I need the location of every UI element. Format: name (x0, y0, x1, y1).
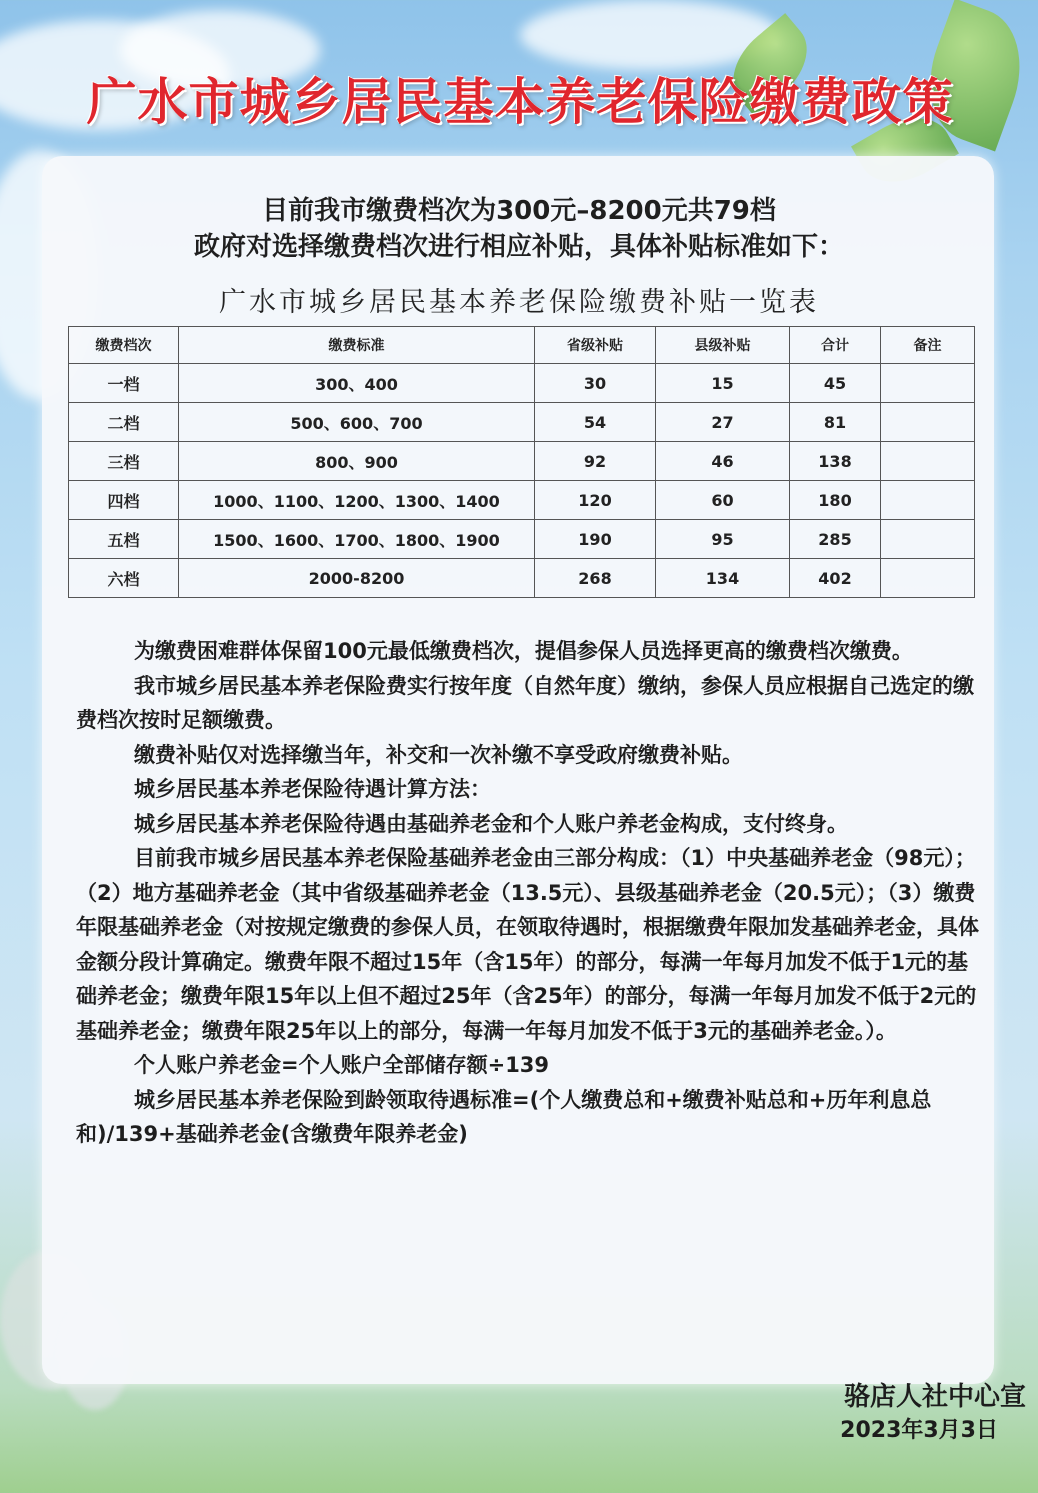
issue-date: 2023年3月3日 (840, 1418, 998, 1443)
cell-provincial: 268 (535, 559, 656, 598)
header-standard: 缴费标准 (179, 327, 535, 364)
cell-tier: 二档 (69, 403, 179, 442)
cell-total: 285 (790, 520, 881, 559)
cell-provincial: 30 (535, 364, 656, 403)
cell-provincial: 120 (535, 481, 656, 520)
issuer-name: 骆店人社中心宣 (843, 1382, 1026, 1412)
table-row (69, 520, 975, 559)
cell-total: 81 (790, 403, 881, 442)
paragraph-benefit-formula: 城乡居民基本养老保险到龄领取待遇标准=(个人缴费总和+缴费补贴总和+历年利息总和)/139+基础养老金(含缴费年限养老金) (76, 1087, 932, 1146)
cell-tier: 一档 (69, 364, 179, 403)
cell-tier: 六档 (69, 559, 179, 598)
paragraph-benefit-composition: 城乡居民基本养老保险待遇由基础养老金和个人账户养老金构成，支付终身。 (134, 811, 848, 836)
cell-county: 46 (656, 442, 790, 481)
paragraph-basic-pension: 目前我市城乡居民基本养老保险基础养老金由三部分构成：（1）中央基础养老金（98元）；（2）地方基础养老金（其中省级基础养老金（13.5元）、县级基础养老金（20.5元）；（3）缴费年限基础养老金（对按规定缴费的参保人员，在领取待遇时，根据缴费年限加发基础养老金，具体金额分段计算确定。缴费年限不超过15年（含15年）的部分，每满一年每月加发不低于1元的基础养老金；缴费年限15年以上但不超过25年（含25年）的部分，每满一年每月加发不低于2元的基础养老金；缴费年限25年以上的部分，每满一年每月加发不低于3元的基础养老金。）。 (76, 846, 979, 1043)
cell-note (881, 520, 975, 559)
cell-total: 45 (790, 364, 881, 403)
cell-note (881, 364, 975, 403)
cell-standard: 1000、1100、1200、1300、1400 (179, 481, 535, 520)
cell-note (881, 481, 975, 520)
cell-provincial: 190 (535, 520, 656, 559)
header-note: 备注 (881, 327, 975, 364)
cell-county: 60 (656, 481, 790, 520)
policy-text (76, 634, 986, 1152)
cell-total: 180 (790, 481, 881, 520)
cell-provincial: 54 (535, 403, 656, 442)
paragraph-minimum-tier: 为缴费困难群体保留100元最低缴费档次，提倡参保人员选择更高的缴费档次缴费。 (134, 639, 913, 663)
header-tier: 缴费档次 (69, 327, 179, 364)
cell-total: 138 (790, 442, 881, 481)
header-total: 合计 (790, 327, 881, 364)
header-county: 县级补贴 (656, 327, 790, 364)
header-provincial: 省级补贴 (535, 327, 656, 364)
table-row (69, 403, 975, 442)
cell-tier: 三档 (69, 442, 179, 481)
table-row (69, 364, 975, 403)
cell-tier: 四档 (69, 481, 179, 520)
signature-block (840, 1376, 1026, 1444)
table-title: 广水市城乡居民基本养老保险缴费补贴一览表 (219, 287, 819, 318)
cell-note (881, 403, 975, 442)
cell-county: 27 (656, 403, 790, 442)
table-row (69, 559, 975, 598)
cell-tier: 五档 (69, 520, 179, 559)
cell-standard: 500、600、700 (179, 403, 535, 442)
subsidy-table (68, 326, 975, 598)
cell-total: 402 (790, 559, 881, 598)
intro-line-tiers: 目前我市缴费档次为300元–8200元共79档 (262, 196, 776, 226)
cell-note (881, 559, 975, 598)
paragraph-calc-heading: 城乡居民基本养老保险待遇计算方法： (134, 777, 491, 801)
paragraph-subsidy-scope: 缴费补贴仅对选择缴当年，补交和一次补缴不享受政府缴费补贴。 (134, 742, 743, 767)
paragraph-annual-payment: 我市城乡居民基本养老保险费实行按年度（自然年度）缴纳，参保人员应根据自己选定的缴费档次按时足额缴费。 (76, 673, 974, 732)
paragraph-account-formula: 个人账户养老金=个人账户全部储存额÷139 (134, 1053, 550, 1077)
poster-title: 广水市城乡居民基本养老保险缴费政策 (86, 73, 954, 131)
cell-note (881, 442, 975, 481)
cell-standard: 1500、1600、1700、1800、1900 (179, 520, 535, 559)
cell-county: 95 (656, 520, 790, 559)
cell-standard: 800、900 (179, 442, 535, 481)
table-row (69, 481, 975, 520)
cell-provincial: 92 (535, 442, 656, 481)
intro-line-subsidy: 政府对选择缴费档次进行相应补贴，具体补贴标准如下： (193, 232, 844, 262)
table-header-row (69, 327, 975, 364)
cell-standard: 2000-8200 (179, 559, 535, 598)
cell-county: 15 (656, 364, 790, 403)
table-row (69, 442, 975, 481)
cell-standard: 300、400 (179, 364, 535, 403)
cell-county: 134 (656, 559, 790, 598)
